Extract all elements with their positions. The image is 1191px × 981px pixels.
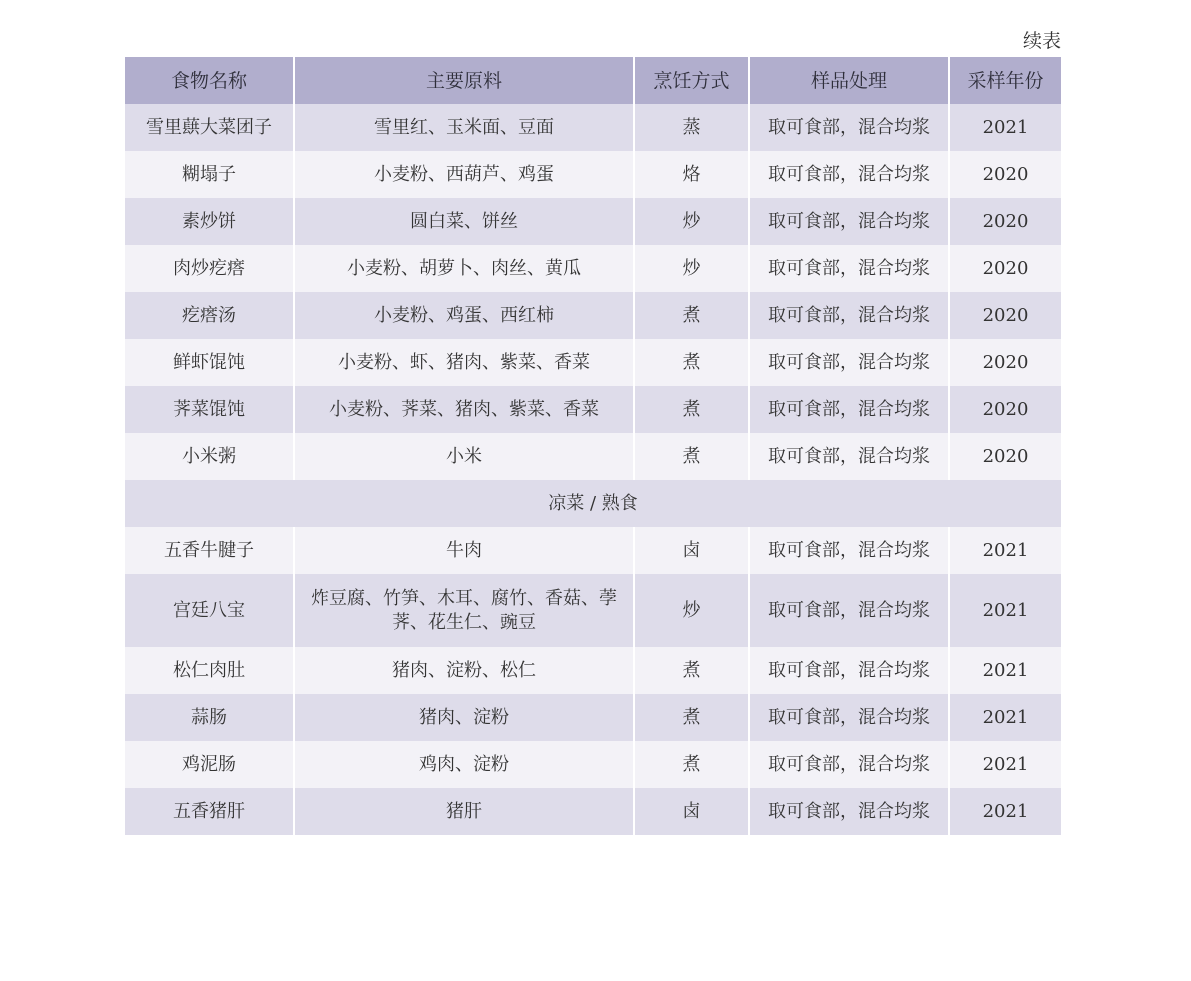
header-sampling-year: 采样年份 — [950, 57, 1061, 104]
table-cell-ingredients: 猪肉、淀粉、松仁 — [295, 647, 633, 694]
table-cell-ingredients: 炸豆腐、竹笋、木耳、腐竹、香菇、荸荠、花生仁、豌豆 — [295, 574, 633, 647]
table-cell-ingredients: 鸡肉、淀粉 — [295, 741, 633, 788]
table-cell-processing: 取可食部，混合均浆 — [750, 292, 948, 339]
table-cell-method: 卤 — [635, 788, 748, 835]
table-cell-ingredients: 小麦粉、西葫芦、鸡蛋 — [295, 151, 633, 198]
header-main-ingredients: 主要原料 — [295, 57, 633, 104]
table-cell-name: 疙瘩汤 — [125, 292, 293, 339]
table-cell-year: 2021 — [950, 694, 1061, 741]
table-cell-year: 2021 — [950, 647, 1061, 694]
table-cell-processing: 取可食部，混合均浆 — [750, 339, 948, 386]
table-cell-method: 卤 — [635, 527, 748, 574]
table-cell-method: 煮 — [635, 433, 748, 480]
table-cell-method: 煮 — [635, 292, 748, 339]
table-cell-method: 烙 — [635, 151, 748, 198]
section-header-cold-dishes: 凉菜 / 熟食 — [125, 480, 1061, 527]
table-cell-name: 鲜虾馄饨 — [125, 339, 293, 386]
header-sample-processing: 样品处理 — [750, 57, 948, 104]
table-cell-ingredients: 牛肉 — [295, 527, 633, 574]
table-cell-ingredients: 猪肝 — [295, 788, 633, 835]
table-cell-name: 糊塌子 — [125, 151, 293, 198]
table-cell-method: 煮 — [635, 741, 748, 788]
table-cell-method: 炒 — [635, 198, 748, 245]
table-cell-name: 五香猪肝 — [125, 788, 293, 835]
table-cell-ingredients: 小麦粉、鸡蛋、西红柿 — [295, 292, 633, 339]
table-cell-year: 2020 — [950, 386, 1061, 433]
table-cell-method: 煮 — [635, 339, 748, 386]
table-cell-year: 2021 — [950, 788, 1061, 835]
table-cell-year: 2020 — [950, 339, 1061, 386]
table-cell-name: 鸡泥肠 — [125, 741, 293, 788]
table-cell-processing: 取可食部，混合均浆 — [750, 527, 948, 574]
table-cell-year: 2020 — [950, 292, 1061, 339]
table-cell-processing: 取可食部，混合均浆 — [750, 788, 948, 835]
table-cell-year: 2020 — [950, 198, 1061, 245]
header-cooking-method: 烹饪方式 — [635, 57, 748, 104]
table-cell-ingredients: 小麦粉、荠菜、猪肉、紫菜、香菜 — [295, 386, 633, 433]
table-cell-name: 小米粥 — [125, 433, 293, 480]
table-cell-ingredients: 小米 — [295, 433, 633, 480]
table-cell-processing: 取可食部，混合均浆 — [750, 386, 948, 433]
table-cell-year: 2020 — [950, 245, 1061, 292]
table-cell-year: 2021 — [950, 104, 1061, 151]
table-cell-year: 2021 — [950, 741, 1061, 788]
table-cell-year: 2021 — [950, 527, 1061, 574]
continued-label: 续表 — [1022, 30, 1061, 52]
table-cell-name: 素炒饼 — [125, 198, 293, 245]
table-cell-processing: 取可食部，混合均浆 — [750, 245, 948, 292]
table-cell-name: 宫廷八宝 — [125, 574, 293, 647]
table-cell-processing: 取可食部，混合均浆 — [750, 741, 948, 788]
table-cell-ingredients: 小麦粉、虾、猪肉、紫菜、香菜 — [295, 339, 633, 386]
table-cell-year: 2020 — [950, 151, 1061, 198]
table-cell-processing: 取可食部，混合均浆 — [750, 694, 948, 741]
table-cell-name: 松仁肉肚 — [125, 647, 293, 694]
table-cell-processing: 取可食部，混合均浆 — [750, 433, 948, 480]
table-cell-processing: 取可食部，混合均浆 — [750, 574, 948, 647]
table-cell-ingredients: 圆白菜、饼丝 — [295, 198, 633, 245]
table-cell-ingredients: 雪里红、玉米面、豆面 — [295, 104, 633, 151]
table-cell-ingredients: 猪肉、淀粉 — [295, 694, 633, 741]
header-food-name: 食物名称 — [125, 57, 293, 104]
table-cell-year: 2021 — [950, 574, 1061, 647]
table-cell-name: 蒜肠 — [125, 694, 293, 741]
table-cell-name: 肉炒疙瘩 — [125, 245, 293, 292]
table-cell-processing: 取可食部，混合均浆 — [750, 151, 948, 198]
table-cell-year: 2020 — [950, 433, 1061, 480]
table-cell-processing: 取可食部，混合均浆 — [750, 647, 948, 694]
table-cell-processing: 取可食部，混合均浆 — [750, 198, 948, 245]
table-cell-method: 蒸 — [635, 104, 748, 151]
table-cell-method: 炒 — [635, 574, 748, 647]
table-cell-method: 煮 — [635, 694, 748, 741]
food-sample-table — [125, 57, 1061, 835]
table-cell-processing: 取可食部，混合均浆 — [750, 104, 948, 151]
table-cell-method: 煮 — [635, 647, 748, 694]
table-cell-ingredients: 小麦粉、胡萝卜、肉丝、黄瓜 — [295, 245, 633, 292]
table-cell-method: 煮 — [635, 386, 748, 433]
table-cell-name: 荠菜馄饨 — [125, 386, 293, 433]
table-cell-name: 雪里蕻大菜团子 — [125, 104, 293, 151]
table-cell-method: 炒 — [635, 245, 748, 292]
table-cell-name: 五香牛腱子 — [125, 527, 293, 574]
